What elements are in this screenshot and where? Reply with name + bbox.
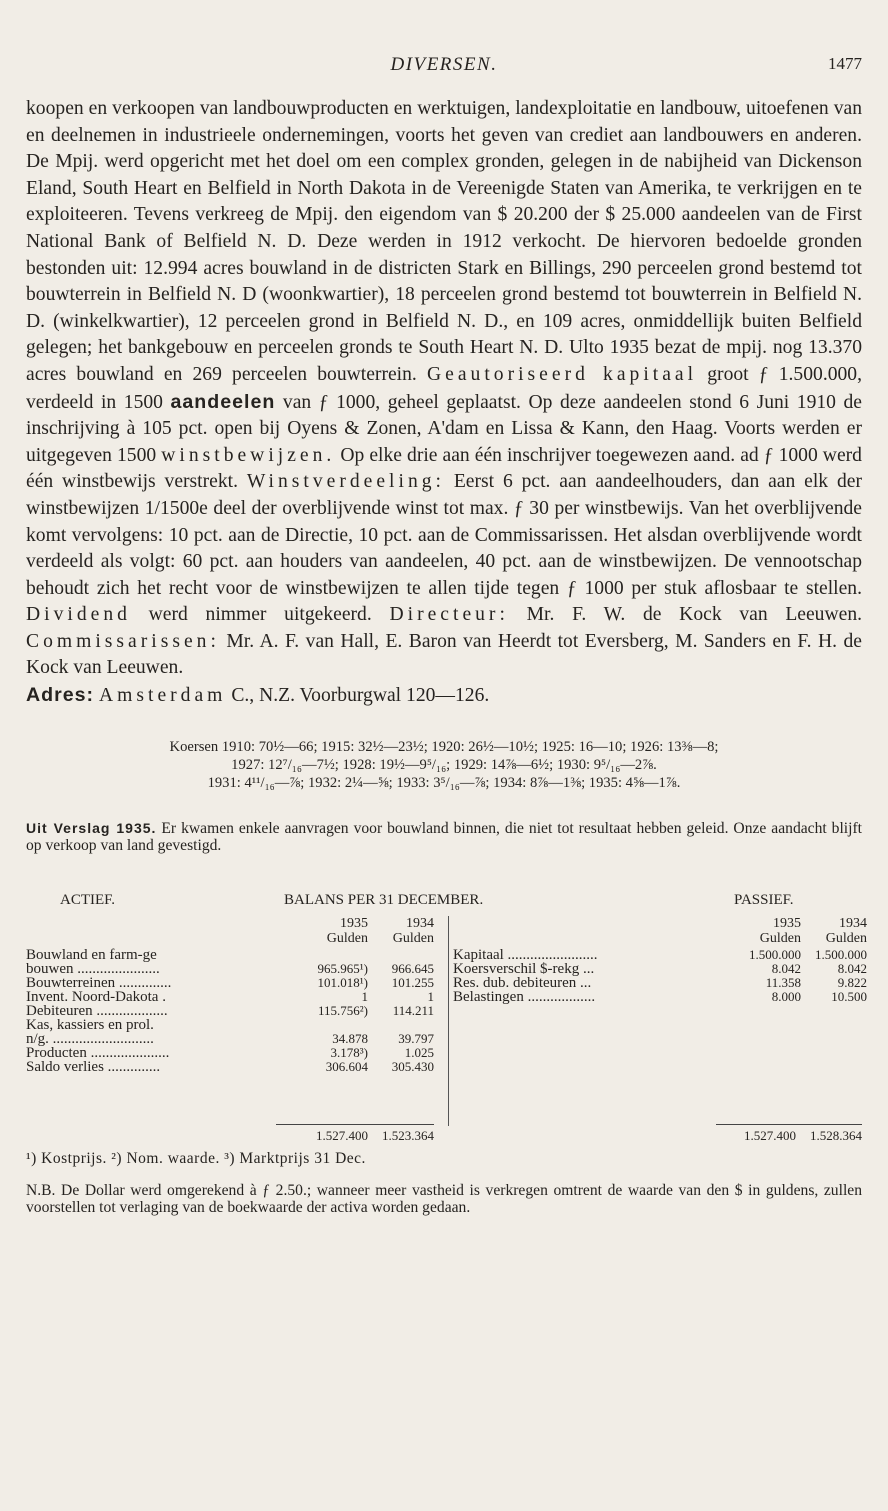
description-part-7: Mr. F. W. de Kock van Leeuwen. bbox=[526, 604, 863, 626]
balance-row bbox=[453, 962, 867, 976]
description-part-6: werd nimmer uitgekeerd. bbox=[148, 604, 372, 626]
assets-year-header bbox=[26, 916, 434, 931]
assets-side bbox=[26, 916, 434, 1074]
balance-row bbox=[26, 976, 434, 990]
liabilities-side bbox=[448, 916, 867, 1126]
balance-row-label: Producten ..................... bbox=[26, 1045, 170, 1060]
balance-row bbox=[26, 948, 434, 962]
balance-row-value-1935: 115.756²) bbox=[318, 1002, 368, 1018]
commissarissen-label: Commissarissen: bbox=[26, 630, 220, 652]
winstverdeeling-label: Winstverdeeling: bbox=[246, 471, 445, 493]
description-part-3: van ƒ 1000, geheel geplaatst. Op deze aandeelen stond 6 Juni 1910 de inschrijving à 105 pct. open bij Oyens & Zonen, A'dam en Lissa & Kann, den Haag. Voorts werden er uitgegeven 1500 bbox=[26, 391, 862, 466]
year-1935: 1935 bbox=[340, 915, 368, 931]
balance-row bbox=[26, 962, 434, 976]
balance-row-value-1934: 8.042 bbox=[837, 960, 867, 976]
aandeelen-label: aandeelen bbox=[170, 390, 276, 413]
description-part-1: koopen en verkoopen van landbouwproducten en werktuigen, landexploitatie en landbouw, uitoefenen van en deelnemen in industrieele ondernemingen, voorts het geven van crediet aan landbouwers en anderen. De Mpij. werd opgericht met het doel om een complex gronden, gelegen in de nabijheid van Dickenson Eland, South Heart en Belfield in North Dakota in de Vereenigde Staten van Amerika, te verkrijgen en te exploiteeren. Tevens verkreeg de Mpij. den eigendom van $ 20.200 der $ 25.000 aandeelen van de First National Bank of Belfield N. D. Deze werden in 1912 verkocht. De hiervoren bedoelde gronden bestonden uit: 12.994 acres bouwland in de districten Stark en Billings, 290 perceelen grond bestemd tot bouwterrein in Belfield N. D (woonkwartier), 18 perceelen grond bestemd tot bouwterrein in Belfield N. D. (winkelkwartier), 12 perceelen grond in Belfield N. D., en 109 acres, onmiddellijk buiten Belfield gelegen; het bankgebouw en perceelen gronds te South Heart N. D. Ulto 1935 bezat de mpij. nog 13.370 acres bouwland en 269 perceelen bouwterrein. bbox=[26, 98, 862, 385]
passief-label: PASSIEF. bbox=[734, 891, 794, 908]
balance-row-value-1935: 1 bbox=[361, 988, 368, 1004]
balance-row-value-1934: 1.500.000 bbox=[815, 946, 867, 962]
report-lead: Uit Verslag 1935. bbox=[26, 819, 157, 836]
balance-row-label: bouwen ...................... bbox=[26, 961, 160, 976]
balance-row-label: Debiteuren ................... bbox=[26, 1003, 168, 1018]
balance-title: BALANS PER 31 DECEMBER. bbox=[284, 891, 484, 908]
description-part-4: Op elke drie aan één inschrijver toegewezen aand. ad ƒ 1000 werd één winstbewijs verstrekt. bbox=[26, 444, 862, 493]
balance-row-label: Invent. Noord-Dakota . bbox=[26, 989, 166, 1004]
page-number: 1477 bbox=[828, 54, 862, 73]
balance-row-label: Bouwterreinen .............. bbox=[26, 975, 172, 990]
liabilities-total-rule bbox=[716, 1124, 862, 1125]
balance-row-label: n/g. ........................... bbox=[26, 1031, 154, 1046]
winstbewijzen-label: winstbewijzen. bbox=[161, 444, 336, 466]
balance-sheet bbox=[26, 891, 867, 1143]
liabilities-rows bbox=[453, 948, 867, 1004]
balance-row-value-1934: 10.500 bbox=[831, 988, 867, 1004]
balance-row-value-1935: 965.965¹) bbox=[317, 960, 368, 976]
description-part-2: groot ƒ 1.500.000, verdeeld in 1500 bbox=[26, 363, 863, 413]
liabilities-unit-header bbox=[453, 931, 867, 946]
total-liabilities-1935: 1.527.400 bbox=[744, 1127, 796, 1143]
unit-gulden: Gulden bbox=[392, 930, 434, 946]
price-history-line: Koersen 1910: 70½—66; 1915: 32½—23½; 1920: 26½—10½; 1925: 16—10; 1926: 13⅜—8; bbox=[169, 738, 719, 755]
year-1934: 1934 bbox=[406, 915, 434, 931]
balance-row-value-1934: 114.211 bbox=[392, 1002, 434, 1018]
year-1935: 1935 bbox=[773, 915, 801, 931]
balance-row bbox=[26, 1018, 434, 1032]
balance-row-value-1934: 9.822 bbox=[837, 974, 867, 990]
unit-gulden: Gulden bbox=[326, 930, 368, 946]
balance-row bbox=[453, 976, 867, 990]
dividend-label: Dividend bbox=[26, 604, 131, 626]
balance-row bbox=[453, 948, 867, 962]
balance-row-label: Bouwland en farm-ge bbox=[26, 947, 157, 962]
page-header bbox=[26, 0, 862, 84]
balance-row-value-1934 bbox=[368, 948, 434, 962]
balance-row bbox=[26, 1004, 434, 1018]
balance-row-value-1934: 966.645 bbox=[391, 960, 434, 976]
balance-row-value-1935: 34.878 bbox=[332, 1030, 368, 1046]
assets-unit-header bbox=[26, 931, 434, 946]
balance-row-value-1935: 3.178³) bbox=[330, 1044, 368, 1060]
adres-city: Amsterdam bbox=[98, 685, 227, 707]
price-history bbox=[32, 738, 856, 792]
balance-row-value-1935: 11.358 bbox=[765, 974, 801, 990]
adres-rest: C., N.Z. Voorburgwal 120—126. bbox=[231, 685, 490, 707]
description-part-8: Mr. A. F. van Hall, E. Baron van Heerdt tot Eversberg, M. Sanders en F. H. de Kock van Leeuwen. bbox=[26, 630, 862, 679]
balance-row bbox=[453, 990, 867, 1004]
balance-row-label: Belastingen .................. bbox=[453, 989, 596, 1004]
price-history-line: 1931: 4¹¹/₁₆—⅞; 1932: 2¼—⅝; 1933: 3⁵/₁₆—⅞; 1934: 8⅞—1⅜; 1935: 4⅝—1⅞. bbox=[207, 774, 681, 791]
balance-row-value-1935: 8.000 bbox=[771, 988, 801, 1004]
description-part-5: Eerst 6 pct. aan aandeelhouders, dan aan elk der winstbewijzen 1/1500e deel der overblijvende winst tot max. ƒ 30 per winstbewijs. Van het overblijvende komt vervolgens: 10 pct. aan de Directie, 10 pct. aan de Commissarissen. Het alsdan overblijvende wordt verdeeld als volgt: 60 pct. aan houders van aandeelen, 40 pct. aan de winstbewijzen. De vennootschap behoudt zich het recht voor de winstbewijzen te allen tijde tegen ƒ 1000 per stuk aflosbaar te stellen. bbox=[26, 471, 862, 599]
balance-row-value-1935 bbox=[302, 1018, 368, 1032]
total-liabilities-1934: 1.528.364 bbox=[810, 1127, 862, 1143]
balance-row-value-1935: 8.042 bbox=[771, 960, 801, 976]
balance-row-value-1935: 101.018¹) bbox=[317, 974, 368, 990]
balance-row-value-1935: 1.500.000 bbox=[749, 946, 801, 962]
assets-rows bbox=[26, 948, 434, 1074]
footnotes: ¹) Kostprijs. ²) Nom. waarde. ³) Marktprijs 31 Dec. bbox=[26, 1149, 366, 1167]
balance-row-value-1934: 101.255 bbox=[391, 974, 434, 990]
balance-header bbox=[26, 892, 862, 914]
company-description bbox=[26, 96, 862, 710]
balance-row-label: Kas, kassiers en prol. bbox=[26, 1017, 154, 1032]
running-title: DIVERSEN. bbox=[390, 54, 498, 75]
assets-totals bbox=[302, 1128, 434, 1144]
price-history-line: 1927: 12⁷/₁₆—7½; 1928: 19½—9⁵/₁₆; 1929: 14⅞—6½; 1930: 9⁵/₁₆—2⅞. bbox=[231, 756, 657, 773]
balance-row-value-1934: 39.797 bbox=[398, 1030, 434, 1046]
liabilities-totals bbox=[730, 1128, 862, 1144]
nota-bene: N.B. De Dollar werd omgerekend à ƒ 2.50.; wanneer meer vastheid is verkregen omtrent de waarde van den $ in guldens, zullen voorstellen tot verlaging van de boekwaarde der activa worden gedaan. bbox=[26, 1181, 862, 1216]
annual-report-excerpt bbox=[26, 820, 862, 854]
balance-row bbox=[26, 1046, 434, 1060]
total-assets-1935: 1.527.400 bbox=[316, 1127, 368, 1143]
balance-row-value-1934: 1 bbox=[427, 988, 434, 1004]
unit-gulden: Gulden bbox=[759, 930, 801, 946]
kapitaal-label: Geautoriseerd kapitaal bbox=[427, 363, 698, 385]
directeur-label: Directeur: bbox=[389, 604, 509, 626]
balance-row bbox=[26, 1060, 434, 1074]
total-assets-1934: 1.523.364 bbox=[382, 1127, 434, 1143]
balance-row-label: Res. dub. debiteuren ... bbox=[453, 975, 592, 990]
unit-gulden: Gulden bbox=[825, 930, 867, 946]
adres-label: Adres: bbox=[26, 684, 95, 707]
year-1934: 1934 bbox=[839, 915, 867, 931]
balance-row-value-1934: 1.025 bbox=[404, 1044, 434, 1060]
report-text: Er kwamen enkele aanvragen voor bouwland binnen, die niet tot resultaat hebben geleid. Onze aandacht blijft op verkoop van land gevestigd. bbox=[26, 819, 862, 854]
balance-row-value-1934 bbox=[368, 1018, 434, 1032]
balance-row-label: Kapitaal ........................ bbox=[453, 947, 598, 962]
balance-row-value-1934: 305.430 bbox=[391, 1058, 434, 1074]
balance-row bbox=[26, 990, 434, 1004]
balance-row-label: Koersverschil $-rekg ... bbox=[453, 961, 595, 976]
balance-row-value-1935 bbox=[302, 948, 368, 962]
balance-row-value-1935: 306.604 bbox=[325, 1058, 368, 1074]
liabilities-year-header bbox=[453, 916, 867, 931]
balance-row bbox=[26, 1032, 434, 1046]
balance-row-label: Saldo verlies .............. bbox=[26, 1059, 161, 1074]
actief-label: ACTIEF. bbox=[60, 891, 116, 908]
assets-total-rule bbox=[276, 1124, 434, 1125]
